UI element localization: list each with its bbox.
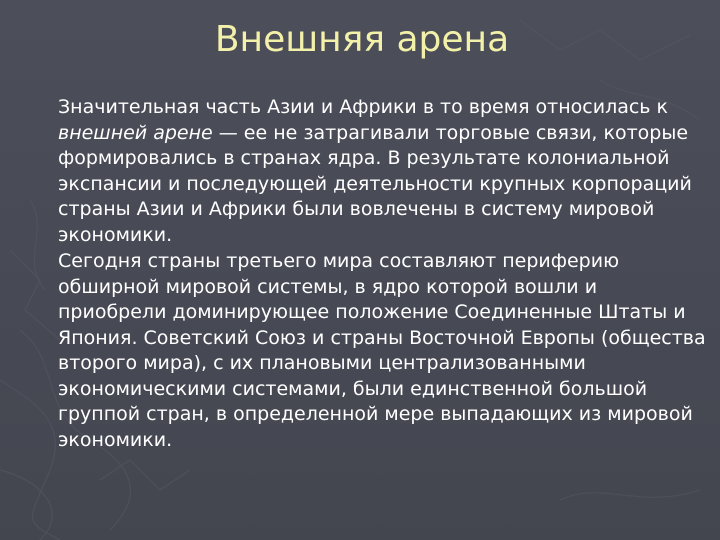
- slide-body: [58, 95, 708, 453]
- paragraph-1: [58, 95, 708, 248]
- paragraph-1-start: Значительная часть Азии и Африки в то время относилась к: [58, 96, 669, 118]
- slide-title: Внешняя арена: [214, 19, 510, 60]
- paragraph-1-end: — ее не затрагивали торговые связи, которые формировались в странах ядра. В результате колониальной экспансии и последующей деятельности крупных корпораций страны Азии и Африки были вовлечены в систему мировой экономики.: [58, 121, 692, 246]
- paragraph-1-emphasis: внешней арене: [58, 121, 213, 144]
- paragraph-2: Сегодня страны третьего мира составляют периферию обширной мировой системы, в ядро которой вошли и приобрели доминирующее положение Соединенные Штаты и Япония. Советский Союз и страны Восточной Европы (общества второго мира), с их плановыми централизованными экономическими системами, были единственной большой группой стран, в определенной мере выпадающих из мировой экономики.: [58, 250, 706, 451]
